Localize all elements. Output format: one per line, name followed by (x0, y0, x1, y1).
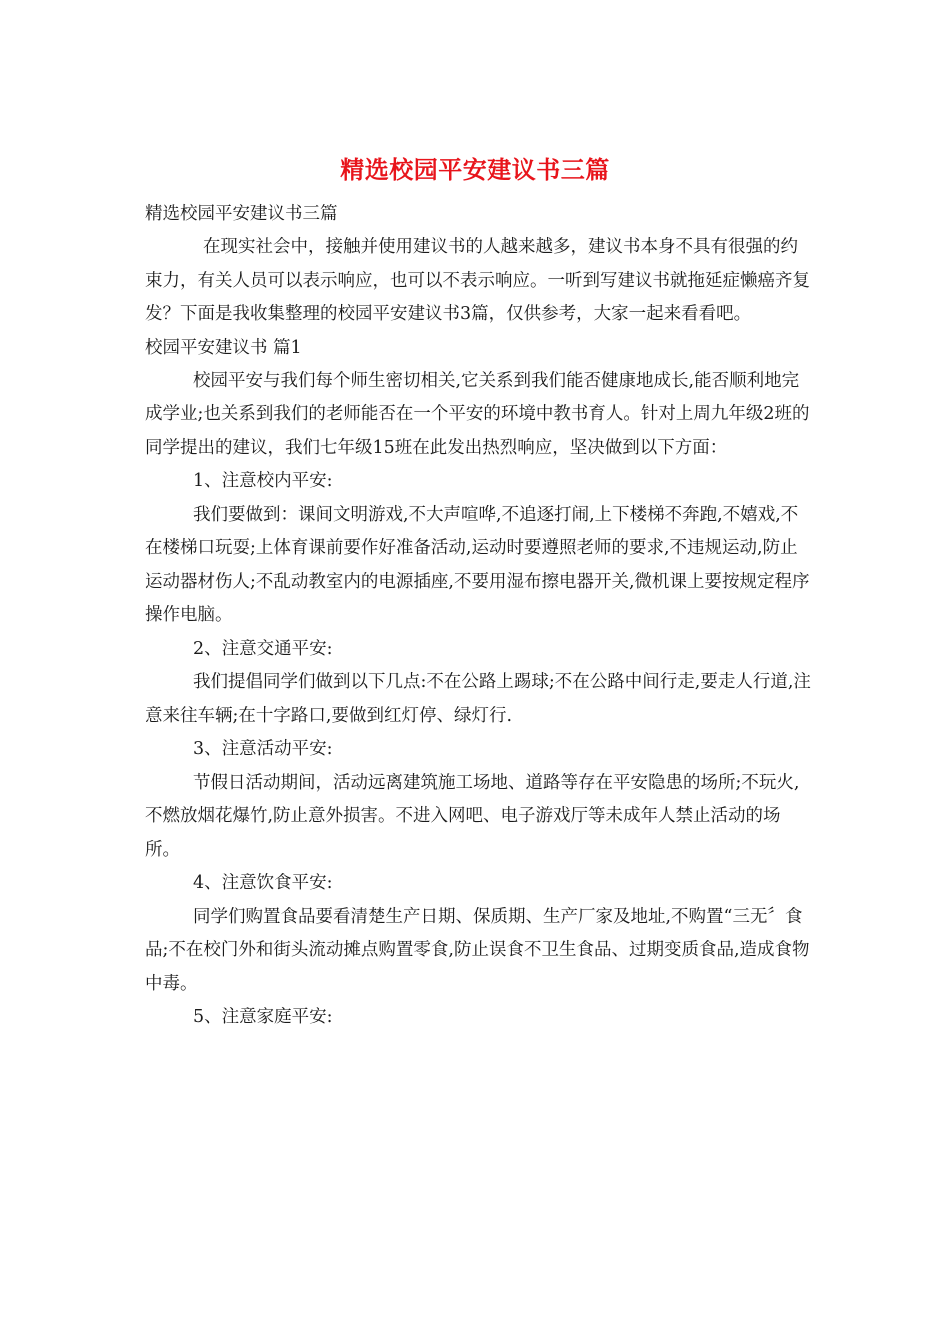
paragraph-3: 我们提倡同学们做到以下几点:不在公路上踢球;不在公路中间行走,要走人行道,注意来往车辆;在十字路口,要做到红灯停、绿灯行. (145, 672, 811, 726)
document-subtitle: 精选校园平安建议书三篇 (145, 204, 338, 224)
item-heading-1: 1、注意校内平安: (193, 471, 333, 491)
item-heading-4: 4、注意饮食平安: (193, 873, 333, 893)
intro-paragraph: 在现实社会中，接触并使用建议书的人越来越多，建议书本身不具有很强的约束力，有关人员可以表示响应，也可以不表示响应。一听到写建议书就拖延症懒癌齐复发？下面是我收集整理的校园平安建议书3篇，仅供参考，大家一起来看看吧。 (145, 237, 810, 324)
document-title: 精选校园平安建议书三篇 (340, 155, 610, 184)
paragraph-2: 我们要做到：课间文明游戏,不大声喧哗,不追逐打闹,上下楼梯不奔跑,不嬉戏,不在楼梯口玩耍;上体育课前要作好准备活动,运动时要遵照老师的要求,不违规运动,防止运动器材伤人;不乱动教室内的电源插座,不要用湿布擦电器开关,微机课上要按规定程序操作电脑。 (145, 504, 810, 625)
item-heading-2: 2、注意交通平安: (193, 638, 333, 659)
paragraph-5: 同学们购置食品要看清楚生产日期、保质期、生产厂家及地址,不购置“三无〞食品;不在校门外和街头流动摊点购置零食,防止误食不卫生食品、过期变质食品,造成食物中毒。 (145, 906, 810, 994)
section-heading: 校园平安建议书 篇1 (145, 337, 302, 358)
paragraph-4: 节假日活动期间，活动远离建筑施工场地、道路等存在平安隐患的场所;不玩火,不燃放烟花爆竹,防止意外损害。不进入网吧、电子游戏厅等未成年人禁止活动的场所。 (145, 772, 800, 860)
item-heading-5: 5、注意家庭平安: (193, 1007, 333, 1027)
document-body (145, 198, 811, 1035)
paragraph-1: 校园平安与我们每个师生密切相关,它关系到我们能否健康地成长,能否顺利地完成学业;也关系到我们的老师能否在一个平安的环境中教书育人。针对上周九年级2班的同学提出的建议，我们七年级15班在此发出热烈响应，坚决做到以下方面： (145, 370, 810, 458)
item-heading-3: 3、注意活动平安: (193, 739, 333, 759)
